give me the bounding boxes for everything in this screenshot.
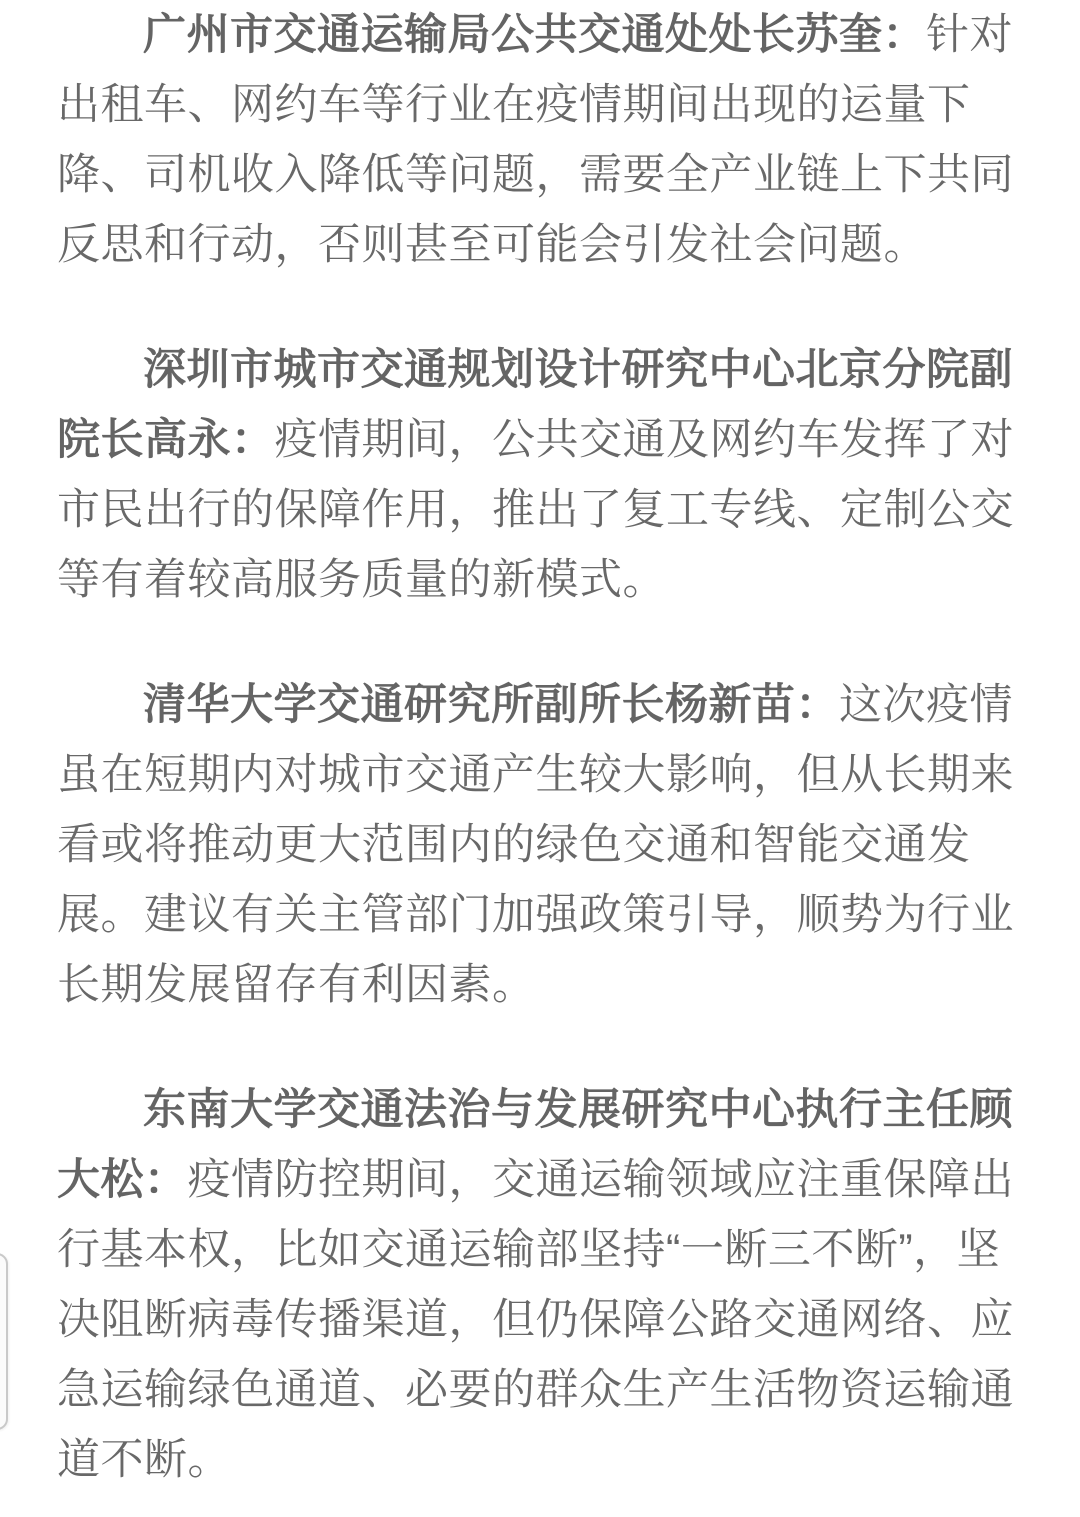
paragraph	[57, 670, 1023, 1020]
quote-text: 针对出租车、网约车等行业在疫情期间出现的运量下降、司机收入降低等问题，需要全产业链上下共同反思和行动，否则甚至可能会引发社会问题。	[57, 11, 1014, 269]
quote-text: 疫情防控期间，交通运输领域应注重保障出行基本权，比如交通运输部坚持“一断三不断”，坚决阻断病毒传播渠道，但仍保障公路交通网络、应急运输绿色通道、必要的群众生产生活物资运输通道不断。	[57, 1156, 1014, 1484]
paragraph	[57, 0, 1023, 280]
paragraph	[57, 335, 1023, 615]
quote-text: 这次疫情虽在短期内对城市交通产生较大影响，但从长期来看或将推动更大范围内的绿色交通和智能交通发展。建议有关主管部门加强政策引导，顺势为行业长期发展留存有利因素。	[57, 681, 1014, 1009]
speaker-name: 深圳市城市交通规划设计研究中心北京分院副院长高永：	[57, 346, 1013, 464]
edge-peek-handle[interactable]	[0, 1253, 8, 1430]
quote-text: 疫情期间，公共交通及网约车发挥了对市民出行的保障作用，推出了复工专线、定制公交等有着较高服务质量的新模式。	[57, 416, 1014, 604]
paragraph	[57, 1075, 1023, 1495]
speaker-name: 清华大学交通研究所副所长杨新苗：	[143, 681, 839, 729]
speaker-name: 东南大学交通法治与发展研究中心执行主任顾大松：	[57, 1086, 1013, 1204]
speaker-name: 广州市交通运输局公共交通处处长苏奎：	[143, 11, 926, 59]
